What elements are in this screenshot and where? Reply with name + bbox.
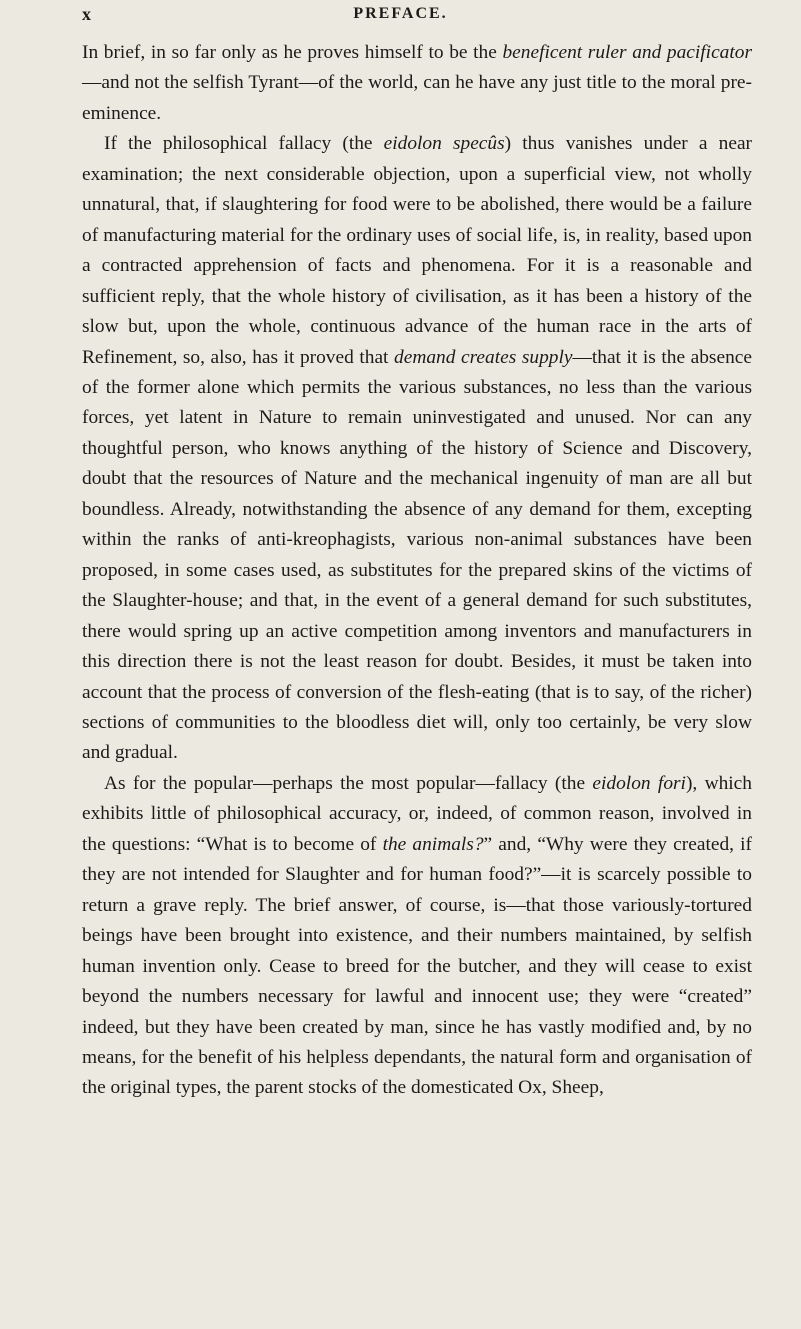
paragraph-2-italic-demand: demand creates supply: [394, 346, 573, 368]
body-text: [82, 38, 752, 1104]
paragraph-2-italic-eidolon: eidolon specûs: [383, 133, 505, 155]
paragraph-3-text-end: ” and, “Why were they created, if they are not intended for Slaughter and for human food?”—it is scarcely possible to return a grave reply. The brief answer, of course, is—that those variously-tortured beings have been brought into existence, and their numbers maintained, by selfish human invention only. Cease to breed for the butcher, and they will cease to exist beyond the numbers necessary for lawful and innocent use; they were “created” indeed, but they have been created by man, since he has vastly modified and, by no means, for the benefit of his helpless dependants, the natural form and organisation of the original types, the parent stocks of the domesticated Ox, Sheep,: [82, 833, 752, 1099]
paragraph-2: [82, 129, 752, 769]
paragraph-2-text-mid: ) thus vanishes under a near examination; the next considerable objection, upon a superficial view, not wholly unnatural, that, if slaughtering for food were to be abolished, there would be a failure of manufacturing material for the ordinary uses of social life, is, in reality, based upon a contracted apprehension of facts and phenomena. For it is a reasonable and sufficient reply, that the whole history of civilisation, as it has been a history of the slow but, upon the whole, continuous advance of the human race in the arts of Refinement, so, also, has it proved that: [82, 133, 753, 368]
paragraph-2-text: If the philosophical fallacy (the: [104, 133, 384, 155]
paragraph-3-text: As for the popular—perhaps the most popular—fallacy (the: [104, 772, 593, 794]
paragraph-1: [82, 38, 752, 129]
paragraph-1-text: In brief, in so far only as he proves himself to be the: [82, 42, 503, 63]
paragraph-3-text-mid: ), which exhibits little of philosophical accuracy, or, indeed, of common reason, involved in the questions: “What is to become of: [82, 772, 752, 855]
page-number: x: [82, 4, 92, 24]
paragraph-1-italic-phrase: beneficent ruler and pacificator: [502, 42, 752, 63]
paragraph-3: [82, 769, 752, 1104]
running-head: PREFACE.: [353, 5, 448, 22]
paragraph-3-italic-animals: the animals?: [382, 833, 484, 855]
page-header: [0, 4, 801, 34]
paragraph-3-italic-eidolon: eidolon fori: [592, 772, 686, 794]
paragraph-2-text-end: —that it is the absence of the former alone which permits the various substances, no less than the various forces, yet latent in Nature to remain uninvestigated and unused. Nor can any thoughtful person, who knows anything of the history of Science and Discovery, doubt that the resources of Nature and the mechanical ingenuity of man are all but boundless. Already, notwithstanding the absence of any demand for them, excepting within the ranks of anti-kreophagists, various non-animal substances have been proposed, in some cases used, as substitutes for the prepared skins of the victims of the Slaughter-house; and that, in the event of a general demand for such substitutes, there would spring up an active competition among inventors and manufacturers in this direction there is not the least reason for doubt. Besides, it must be taken into account that the process of conversion of the flesh-eating (that is to say, of the richer) sections of communities to the bloodless diet will, only too certainly, be very slow and gradual.: [82, 346, 752, 764]
paragraph-1-text-end: —and not the selfish Tyrant—of the world, can he have any just title to the moral pre-eminence.: [82, 72, 752, 124]
